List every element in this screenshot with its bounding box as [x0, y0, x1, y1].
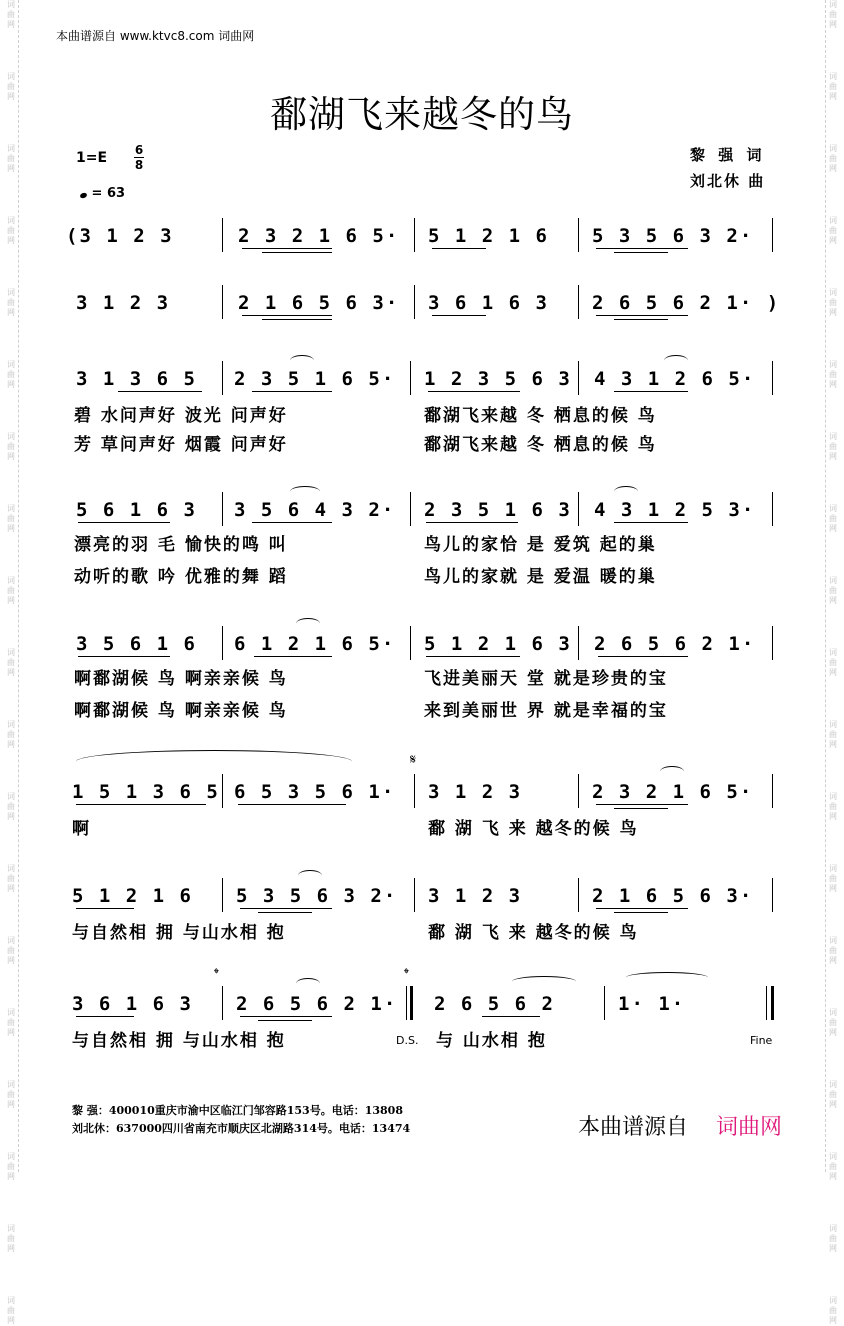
- song-title: 鄱湖飞来越冬的鸟: [270, 93, 574, 136]
- lyric-line: [0, 696, 844, 720]
- lyric: 飞进美丽天 堂 就是珍贵的宝: [424, 669, 668, 689]
- lyric-line: [0, 401, 844, 425]
- measure: 6 1 2 1 6 5·: [234, 633, 396, 655]
- time-bottom: 8: [134, 158, 144, 172]
- measure: 2 6 5 6 2 1· ): [592, 292, 781, 314]
- quarter-note-icon: [79, 192, 87, 199]
- lyric: 碧 水问声好 波光 问声好: [74, 406, 288, 426]
- lyric: 与自然相 拥 与山水相 抱: [72, 1031, 286, 1051]
- lyric-line: [0, 814, 844, 838]
- measure: 5 3 5 6 3 2·: [592, 225, 754, 247]
- measure: 5 1 2 1 6: [428, 225, 549, 247]
- measure: 2 3 2 1 6 5·: [238, 225, 400, 247]
- watermark-glyph: 词 曲 网: [7, 0, 15, 29]
- address-line: 刘北休：637000四川省南充市顺庆区北湖路314号。电话：13474: [72, 1122, 411, 1135]
- lyric: 啊: [72, 819, 91, 839]
- score-row: [0, 222, 844, 250]
- measure: 4 3 1 2 6 5·: [594, 368, 756, 390]
- score-row: [0, 752, 844, 806]
- measure: 5 3 5 6 3 2·: [236, 885, 398, 907]
- score-row: [0, 289, 844, 317]
- lyric: 来到美丽世 界 就是幸福的宝: [424, 701, 668, 721]
- measure: 2 1 6 5 6 3·: [238, 292, 400, 314]
- fine-marking: Fine: [750, 1034, 773, 1047]
- coda-icon: 𝄌: [404, 966, 409, 982]
- segno-icon: 𝄋: [410, 752, 417, 768]
- lyric: 动听的歌 吟 优雅的舞 蹈: [74, 567, 288, 587]
- measure: 6 5 3 5 6 1·: [234, 781, 396, 803]
- lyric-line: [0, 918, 844, 942]
- score-row: [0, 496, 844, 524]
- measure: 4 3 1 2 5 3·: [594, 499, 756, 521]
- lyric: 鄱 湖 飞 来 越冬的候 鸟: [428, 923, 639, 943]
- measure: 1 2 3 5 6 3: [424, 368, 572, 390]
- lyric-line: [0, 1026, 844, 1050]
- lyric: 漂亮的羽 毛 愉快的鸣 叫: [74, 535, 288, 555]
- ds-marking: D.S.: [396, 1034, 419, 1047]
- measure: 3 6 1 6 3: [72, 993, 193, 1015]
- measure: 2 6 5 6 2 1·: [594, 633, 756, 655]
- lyric: 芳 草问声好 烟霞 问声好: [74, 435, 288, 455]
- lyric: 与自然相 拥 与山水相 抱: [72, 923, 286, 943]
- measure: 3 6 1 6 3: [428, 292, 549, 314]
- tempo-value: = 63: [91, 186, 126, 201]
- measure: 3 1 2 3: [428, 885, 523, 907]
- score-row: [0, 966, 844, 1018]
- measure: 2 6 5 6 2: [434, 993, 555, 1015]
- lyric: 啊鄱湖候 鸟 啊亲亲候 鸟: [74, 669, 288, 689]
- right-watermark-strip: 词 曲 网 词 曲 网 词 曲 网 词 曲 网 词 曲 网 词 曲 网 词 曲 网 词 曲 网 词 曲 网 词 曲 网 词 曲 网 词 曲 网 词 曲 网 词 曲 网 词 曲 网 词 曲 网 词 曲 网 词 曲 网 词 曲 网: [825, 0, 840, 1172]
- measure: 2 3 5 1 6 3: [424, 499, 572, 521]
- lyric: 鄱湖飞来越 冬 栖息的候 鸟: [424, 406, 657, 426]
- measure: 3 5 6 4 3 2·: [234, 499, 396, 521]
- left-watermark-strip: 词 曲 网 词 曲 网 词 曲 网 词 曲 网 词 曲 网 词 曲 网 词 曲 网 词 曲 网 词 曲 网 词 曲 网 词 曲 网 词 曲 网 词 曲 网 词 曲 网 词 曲 网 词 曲 网 词 曲 网 词 曲 网 词 曲 网: [4, 0, 19, 1172]
- measure: 5 6 1 6 3: [76, 499, 197, 521]
- time-signature: [134, 143, 144, 172]
- lyricist-credit: 黎 强 词: [690, 146, 766, 164]
- lyric: 鸟儿的家恰 是 爱筑 起的巢: [424, 535, 657, 555]
- key-signature: 1=E: [76, 150, 108, 166]
- address-line: 黎 强：400010重庆市渝中区临江门邹容路153号。电话：13808: [72, 1104, 403, 1117]
- lyric-line: [0, 530, 844, 554]
- lyric: 鸟儿的家就 是 爱温 暖的巢: [424, 567, 657, 587]
- measure: (3 1 2 3: [66, 225, 174, 247]
- tempo-marking: [80, 186, 125, 201]
- measure: 2 1 6 5 6 3·: [592, 885, 754, 907]
- time-top: 6: [134, 143, 144, 157]
- brand-text: 本曲谱源自: [578, 1115, 689, 1140]
- measure: 3 1 2 3: [428, 781, 523, 803]
- source-header: 本曲谱源自 www.ktvc8.com 词曲网: [56, 29, 255, 43]
- measure: 1· 1·: [618, 993, 686, 1015]
- lyric: 啊鄱湖候 鸟 啊亲亲候 鸟: [74, 701, 288, 721]
- lyric-line: [0, 562, 844, 586]
- measure: 2 6 5 6 2 1·: [236, 993, 398, 1015]
- measure: 2 3 2 1 6 5·: [592, 781, 754, 803]
- lyric-line: [0, 664, 844, 688]
- measure: 3 5 6 1 6: [76, 633, 197, 655]
- lyric: 鄱湖飞来越 冬 栖息的候 鸟: [424, 435, 657, 455]
- measure: 5 1 2 1 6 3: [424, 633, 572, 655]
- score-row: [0, 365, 844, 393]
- measure: 3 1 3 6 5: [76, 368, 197, 390]
- measure: 2 3 5 1 6 5·: [234, 368, 396, 390]
- measure: 1 5 1 3 6 5: [72, 781, 220, 803]
- measure: 3 1 2 3: [76, 292, 171, 314]
- coda-icon: 𝄌: [214, 966, 219, 982]
- score-row: [0, 882, 844, 910]
- lyric: 与 山水相 抱: [436, 1031, 547, 1051]
- composer-credit: 刘北休 曲: [690, 172, 766, 190]
- brand-link[interactable]: 词曲网: [716, 1115, 783, 1140]
- measure: 5 1 2 1 6: [72, 885, 193, 907]
- lyric-line: [0, 430, 844, 454]
- score-row: [0, 630, 844, 658]
- lyric: 鄱 湖 飞 来 越冬的候 鸟: [428, 819, 639, 839]
